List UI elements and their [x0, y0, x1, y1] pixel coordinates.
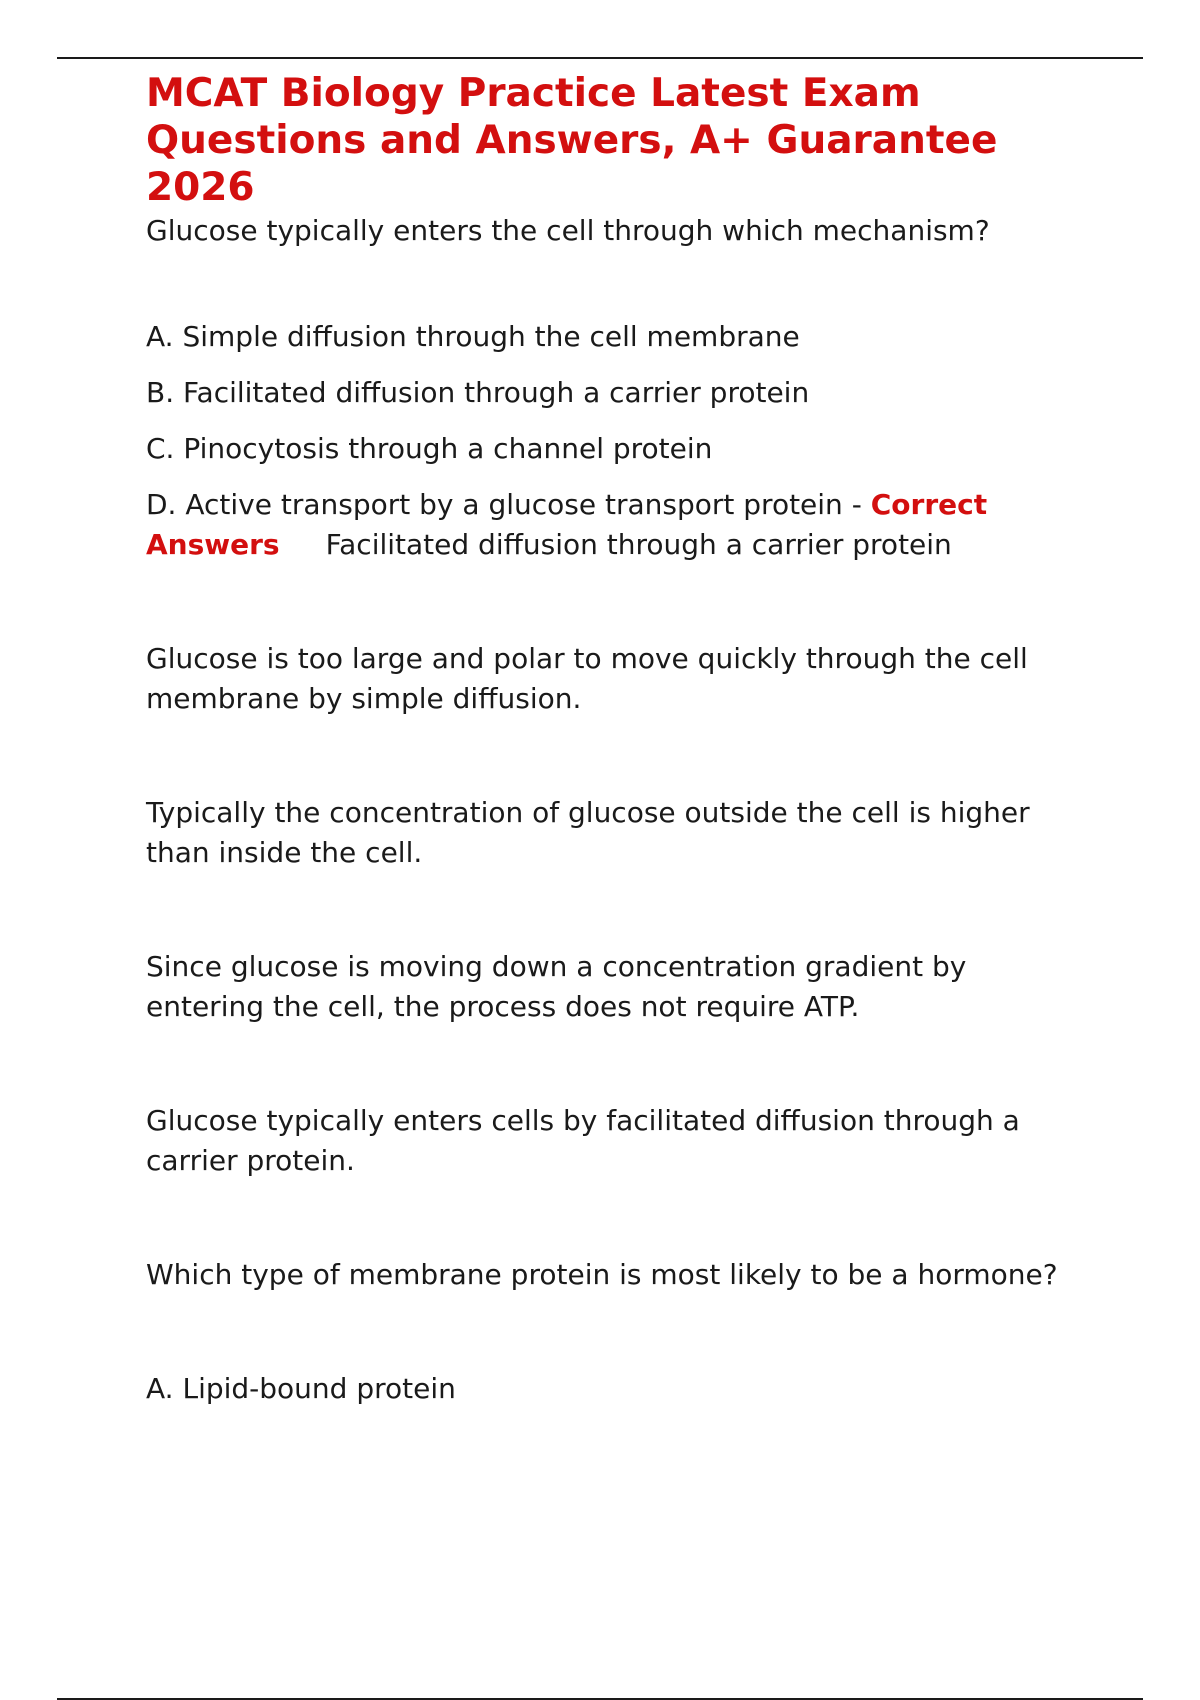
answer-text: Facilitated diffusion through a carrier protein [325, 528, 952, 561]
option-a: A. Simple diffusion through the cell membrane [146, 320, 800, 353]
question-2-prompt: Which type of membrane protein is most likely to be a hormone? [146, 1258, 1058, 1291]
explanation-4: Glucose typically enters cells by facilitated diffusion through a carrier protein. [146, 1104, 1020, 1177]
correct-answers-label: Correct Answers [146, 488, 988, 561]
explanation-1: Glucose is too large and polar to move quickly through the cell membrane by simple diffusion. [146, 642, 1028, 715]
option-b: B. Facilitated diffusion through a carrier protein [146, 376, 810, 409]
question-1-options [146, 317, 1066, 565]
top-rule [57, 57, 1143, 59]
document-title: MCAT Biology Practice Latest Exam Questions and Answers, A+ Guarantee 2026 [146, 71, 998, 210]
option-d: D. Active transport by a glucose transport protein - [146, 488, 871, 521]
question-2-option-a: A. Lipid-bound protein [146, 1372, 456, 1405]
question-1-prompt: Glucose typically enters the cell through which mechanism? [146, 214, 990, 247]
option-c: C. Pinocytosis through a channel protein [146, 432, 713, 465]
document-body [146, 70, 1066, 1409]
explanation-2: Typically the concentration of glucose outside the cell is higher than inside the cell. [146, 796, 1030, 869]
option-d-with-answer [146, 485, 1066, 565]
explanation-3: Since glucose is moving down a concentration gradient by entering the cell, the process does not require ATP. [146, 950, 967, 1023]
